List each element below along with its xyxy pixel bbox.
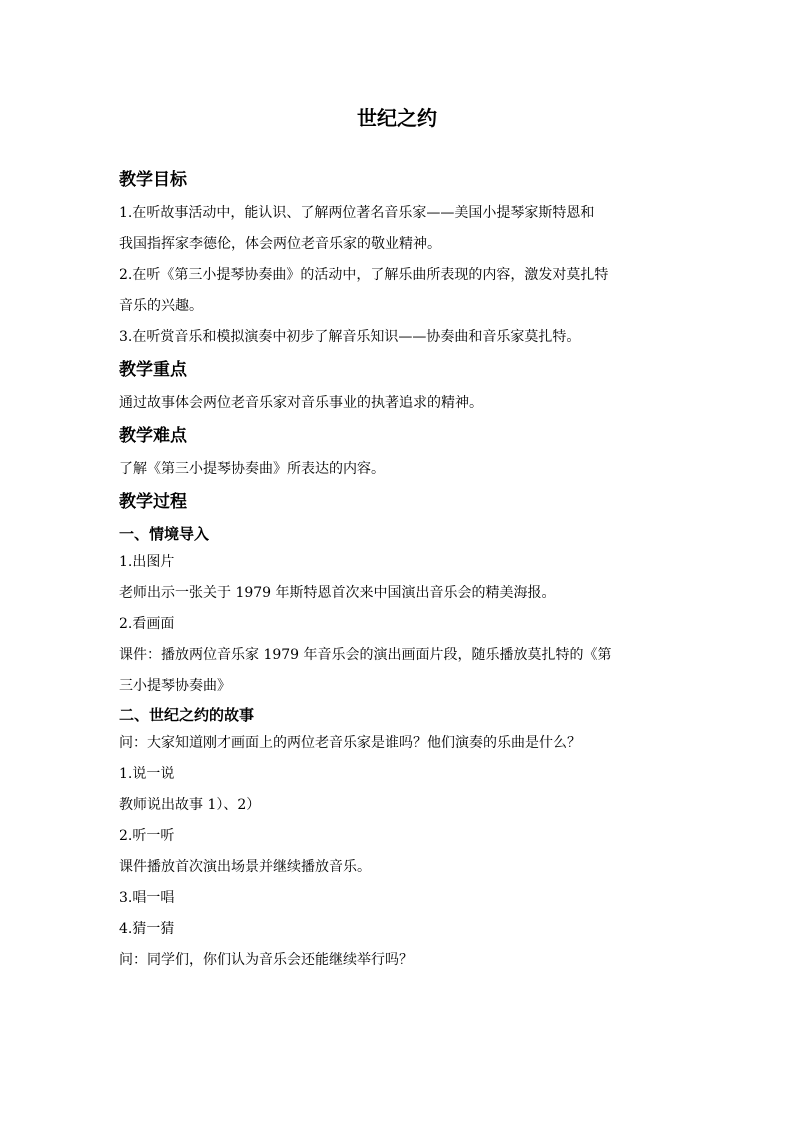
goals-line-5: 3.在听赏音乐和模拟演奏中初步了解音乐知识——协奏曲和音乐家莫扎特。 bbox=[119, 329, 581, 345]
document-body bbox=[119, 167, 679, 976]
part1-line-1: 1.出图片 bbox=[119, 554, 175, 570]
part2-line-6: 3.唱一唱 bbox=[119, 890, 175, 906]
part1-heading: 一、情境导入 bbox=[119, 525, 210, 543]
difficulties-text: 了解《第三小提琴协奏曲》所表达的内容。 bbox=[119, 461, 385, 477]
goals-line-4: 音乐的兴趣。 bbox=[119, 298, 203, 314]
goals-line-3: 2.在听《第三小提琴协奏曲》的活动中，了解乐曲所表现的内容，激发对莫扎特 bbox=[119, 267, 609, 283]
key-points-heading: 教学重点 bbox=[119, 360, 187, 380]
part1-line-4: 课件：播放两位音乐家 1979 年音乐会的演出画面片段，随乐播放莫扎特的《第 bbox=[119, 647, 612, 663]
part1-line-3: 2.看画面 bbox=[119, 616, 175, 632]
part2-line-2: 1.说一说 bbox=[119, 766, 175, 782]
goals-line-2: 我国指挥家李德伦，体会两位老音乐家的敬业精神。 bbox=[119, 236, 441, 252]
part2-line-7: 4.猜一猜 bbox=[119, 921, 175, 937]
part2-line-5: 课件播放首次演出场景并继续播放音乐。 bbox=[119, 859, 371, 875]
part1-line-5: 三小提琴协奏曲》 bbox=[119, 678, 231, 694]
difficulties-heading: 教学难点 bbox=[119, 426, 187, 446]
part2-line-3: 教师说出故事 1）、2） bbox=[119, 797, 261, 813]
process-heading: 教学过程 bbox=[119, 492, 187, 512]
goals-line-1: 1.在听故事活动中，能认识、了解两位著名音乐家——美国小提琴家斯特恩和 bbox=[119, 205, 595, 221]
part1-line-2: 老师出示一张关于 1979 年斯特恩首次来中国演出音乐会的精美海报。 bbox=[119, 585, 556, 601]
goals-heading: 教学目标 bbox=[119, 170, 187, 190]
key-points-text: 通过故事体会两位老音乐家对音乐事业的执著追求的精神。 bbox=[119, 395, 483, 411]
part2-line-4: 2.听一听 bbox=[119, 828, 175, 844]
part2-heading: 二、世纪之约的故事 bbox=[119, 706, 255, 724]
part2-line-1: 问：大家知道刚才画面上的两位老音乐家是谁吗？他们演奏的乐曲是什么？ bbox=[119, 735, 581, 751]
part2-line-8: 问：同学们，你们认为音乐会还能继续举行吗？ bbox=[119, 952, 413, 968]
document-title: 世纪之约 bbox=[357, 106, 437, 130]
